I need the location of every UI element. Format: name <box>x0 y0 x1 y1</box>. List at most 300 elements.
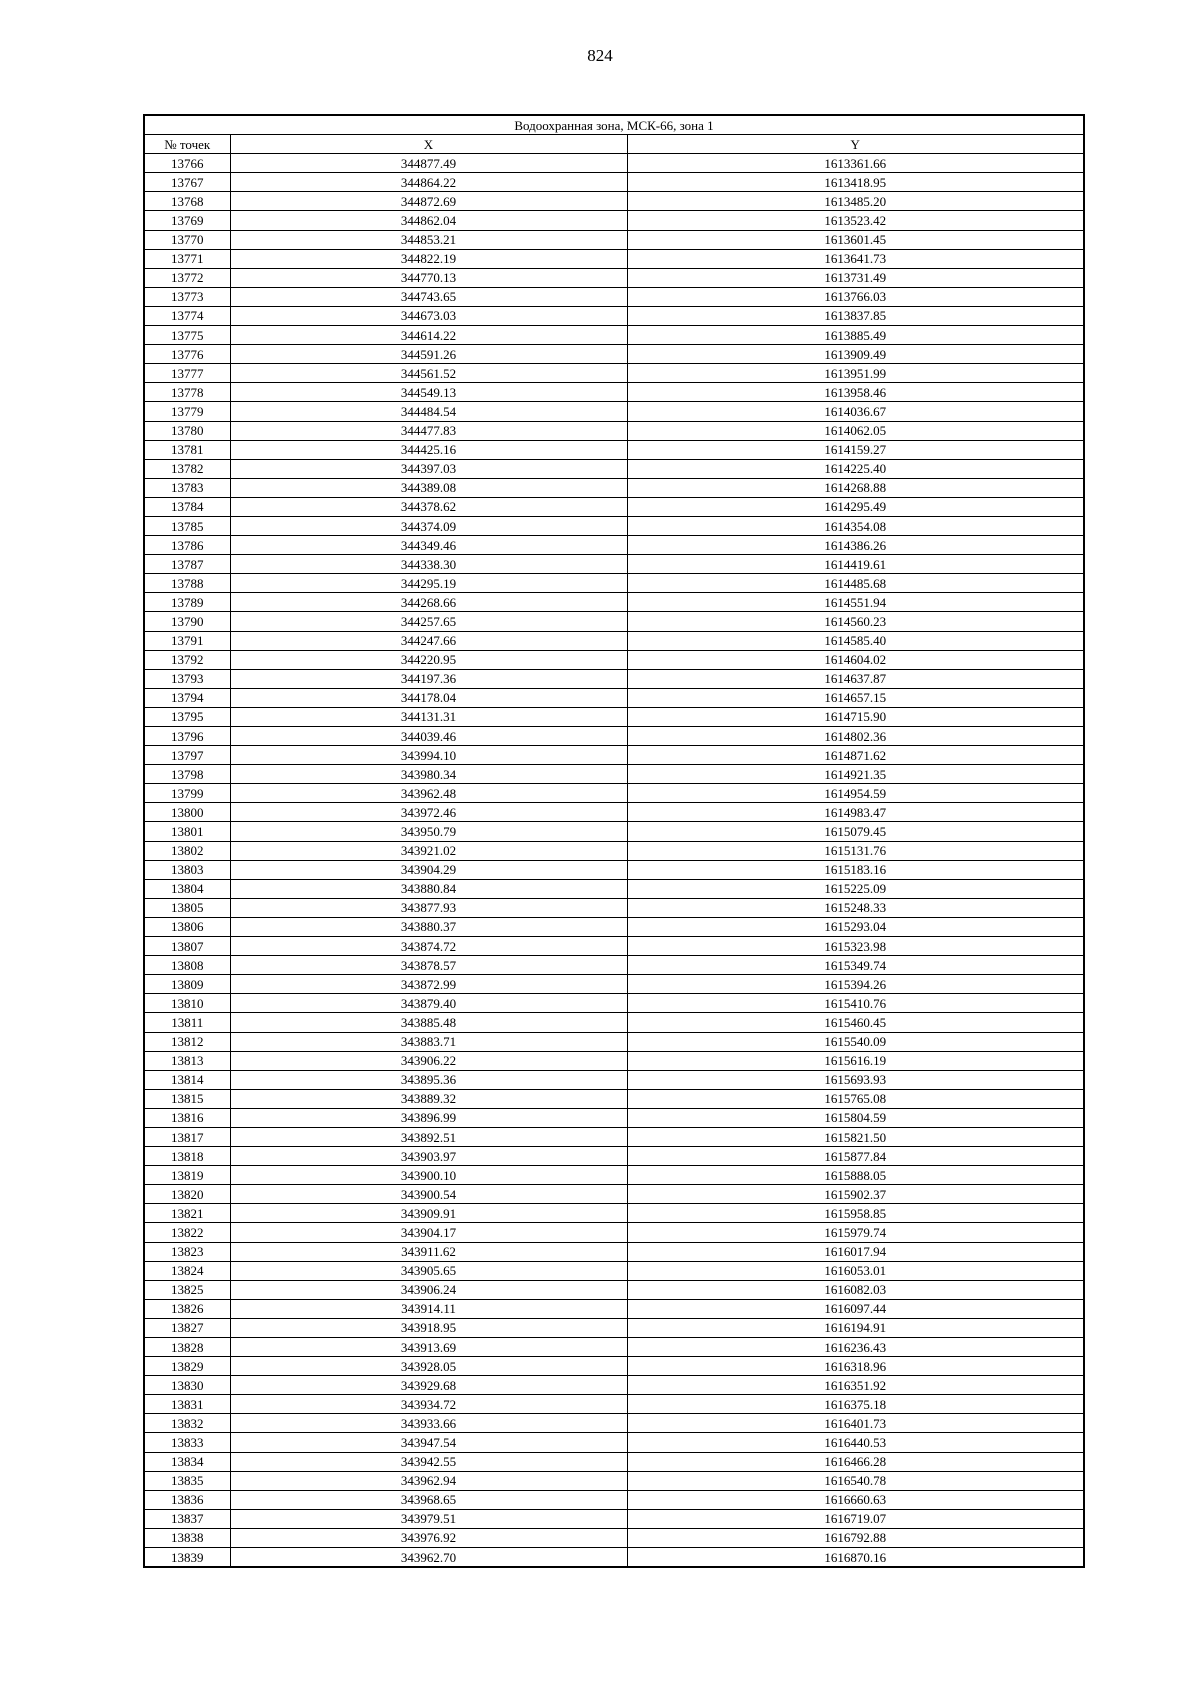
point-number-cell: 13825 <box>144 1280 230 1299</box>
y-coordinate-cell: 1613731.49 <box>627 268 1084 287</box>
x-coordinate-cell: 343929.68 <box>230 1376 627 1395</box>
y-coordinate-cell: 1613951.99 <box>627 364 1084 383</box>
y-coordinate-cell: 1615293.04 <box>627 917 1084 936</box>
x-coordinate-cell: 343906.24 <box>230 1280 627 1299</box>
y-coordinate-cell: 1614295.49 <box>627 497 1084 516</box>
x-coordinate-cell: 344257.65 <box>230 612 627 631</box>
y-coordinate-cell: 1615877.84 <box>627 1147 1084 1166</box>
y-coordinate-cell: 1616792.88 <box>627 1528 1084 1547</box>
table-row <box>144 593 1084 612</box>
table-row <box>144 249 1084 268</box>
x-coordinate-cell: 344197.36 <box>230 669 627 688</box>
point-number-cell: 13782 <box>144 459 230 478</box>
y-coordinate-cell: 1616194.91 <box>627 1318 1084 1337</box>
y-coordinate-cell: 1615804.59 <box>627 1108 1084 1127</box>
y-coordinate-cell: 1614386.26 <box>627 536 1084 555</box>
point-number-cell: 13835 <box>144 1471 230 1490</box>
x-coordinate-cell: 343968.65 <box>230 1490 627 1509</box>
y-coordinate-cell: 1615394.26 <box>627 975 1084 994</box>
point-number-cell: 13803 <box>144 860 230 879</box>
x-coordinate-cell: 343903.97 <box>230 1147 627 1166</box>
x-coordinate-cell: 343905.65 <box>230 1261 627 1280</box>
y-coordinate-cell: 1615693.93 <box>627 1070 1084 1089</box>
point-number-cell: 13802 <box>144 841 230 860</box>
point-number-cell: 13813 <box>144 1051 230 1070</box>
column-header-y: Y <box>627 135 1084 154</box>
point-number-cell: 13786 <box>144 536 230 555</box>
y-coordinate-cell: 1615225.09 <box>627 879 1084 898</box>
point-number-cell: 13832 <box>144 1414 230 1433</box>
point-number-cell: 13770 <box>144 230 230 249</box>
x-coordinate-cell: 344770.13 <box>230 268 627 287</box>
x-coordinate-cell: 343962.48 <box>230 784 627 803</box>
x-coordinate-cell: 343885.48 <box>230 1013 627 1032</box>
column-header-x: X <box>230 135 627 154</box>
table-row <box>144 516 1084 535</box>
x-coordinate-cell: 344484.54 <box>230 402 627 421</box>
y-coordinate-cell: 1616401.73 <box>627 1414 1084 1433</box>
table-row <box>144 1338 1084 1357</box>
point-number-cell: 13772 <box>144 268 230 287</box>
y-coordinate-cell: 1615131.76 <box>627 841 1084 860</box>
x-coordinate-cell: 343896.99 <box>230 1108 627 1127</box>
x-coordinate-cell: 343962.70 <box>230 1548 627 1568</box>
x-coordinate-cell: 344743.65 <box>230 287 627 306</box>
y-coordinate-cell: 1616097.44 <box>627 1299 1084 1318</box>
table-row <box>144 1204 1084 1223</box>
x-coordinate-cell: 343889.32 <box>230 1089 627 1108</box>
x-coordinate-cell: 343900.10 <box>230 1166 627 1185</box>
x-coordinate-cell: 343980.34 <box>230 765 627 784</box>
point-number-cell: 13806 <box>144 917 230 936</box>
point-number-cell: 13766 <box>144 154 230 173</box>
y-coordinate-cell: 1615888.05 <box>627 1166 1084 1185</box>
x-coordinate-cell: 344591.26 <box>230 345 627 364</box>
y-coordinate-cell: 1615183.16 <box>627 860 1084 879</box>
point-number-cell: 13779 <box>144 402 230 421</box>
y-coordinate-cell: 1616236.43 <box>627 1338 1084 1357</box>
table-row <box>144 727 1084 746</box>
y-coordinate-cell: 1616660.63 <box>627 1490 1084 1509</box>
y-coordinate-cell: 1614354.08 <box>627 516 1084 535</box>
x-coordinate-cell: 343911.62 <box>230 1242 627 1261</box>
point-number-cell: 13838 <box>144 1528 230 1547</box>
x-coordinate-cell: 343909.91 <box>230 1204 627 1223</box>
point-number-cell: 13775 <box>144 326 230 345</box>
table-row <box>144 1147 1084 1166</box>
x-coordinate-cell: 343918.95 <box>230 1318 627 1337</box>
y-coordinate-cell: 1614921.35 <box>627 765 1084 784</box>
y-coordinate-cell: 1614604.02 <box>627 650 1084 669</box>
table-row <box>144 650 1084 669</box>
point-number-cell: 13767 <box>144 173 230 192</box>
y-coordinate-cell: 1614802.36 <box>627 727 1084 746</box>
x-coordinate-cell: 343972.46 <box>230 803 627 822</box>
y-coordinate-cell: 1613485.20 <box>627 192 1084 211</box>
x-coordinate-cell: 344268.66 <box>230 593 627 612</box>
column-header-point-number: № точек <box>144 135 230 154</box>
y-coordinate-cell: 1616082.03 <box>627 1280 1084 1299</box>
table-body <box>144 154 1084 1567</box>
x-coordinate-cell: 344178.04 <box>230 688 627 707</box>
y-coordinate-cell: 1615979.74 <box>627 1223 1084 1242</box>
x-coordinate-cell: 344561.52 <box>230 364 627 383</box>
y-coordinate-cell: 1616375.18 <box>627 1395 1084 1414</box>
x-coordinate-cell: 344131.31 <box>230 707 627 726</box>
point-number-cell: 13834 <box>144 1452 230 1471</box>
table-row <box>144 822 1084 841</box>
point-number-cell: 13768 <box>144 192 230 211</box>
table-row <box>144 1433 1084 1452</box>
point-number-cell: 13773 <box>144 287 230 306</box>
point-number-cell: 13799 <box>144 784 230 803</box>
table-row <box>144 173 1084 192</box>
table-row <box>144 994 1084 1013</box>
x-coordinate-cell: 344389.08 <box>230 478 627 497</box>
y-coordinate-cell: 1615540.09 <box>627 1032 1084 1051</box>
point-number-cell: 13776 <box>144 345 230 364</box>
table-row <box>144 1280 1084 1299</box>
y-coordinate-cell: 1616466.28 <box>627 1452 1084 1471</box>
y-coordinate-cell: 1614062.05 <box>627 421 1084 440</box>
table-row <box>144 1185 1084 1204</box>
point-number-cell: 13784 <box>144 497 230 516</box>
point-number-cell: 13830 <box>144 1376 230 1395</box>
x-coordinate-cell: 344853.21 <box>230 230 627 249</box>
table-row <box>144 688 1084 707</box>
y-coordinate-cell: 1614159.27 <box>627 440 1084 459</box>
x-coordinate-cell: 343880.37 <box>230 917 627 936</box>
point-number-cell: 13792 <box>144 650 230 669</box>
point-number-cell: 13821 <box>144 1204 230 1223</box>
x-coordinate-cell: 343921.02 <box>230 841 627 860</box>
point-number-cell: 13781 <box>144 440 230 459</box>
x-coordinate-cell: 344822.19 <box>230 249 627 268</box>
point-number-cell: 13828 <box>144 1338 230 1357</box>
x-coordinate-cell: 344549.13 <box>230 383 627 402</box>
x-coordinate-cell: 344295.19 <box>230 574 627 593</box>
table-row <box>144 898 1084 917</box>
table-row <box>144 536 1084 555</box>
page-number: 824 <box>587 46 613 65</box>
x-coordinate-cell: 344247.66 <box>230 631 627 650</box>
point-number-cell: 13823 <box>144 1242 230 1261</box>
point-number-cell: 13810 <box>144 994 230 1013</box>
x-coordinate-cell: 344397.03 <box>230 459 627 478</box>
y-coordinate-cell: 1615323.98 <box>627 937 1084 956</box>
coordinates-table <box>143 114 1085 1568</box>
x-coordinate-cell: 344872.69 <box>230 192 627 211</box>
y-coordinate-cell: 1614485.68 <box>627 574 1084 593</box>
point-number-cell: 13789 <box>144 593 230 612</box>
table-row <box>144 1299 1084 1318</box>
x-coordinate-cell: 343880.84 <box>230 879 627 898</box>
point-number-cell: 13836 <box>144 1490 230 1509</box>
point-number-cell: 13778 <box>144 383 230 402</box>
point-number-cell: 13777 <box>144 364 230 383</box>
table-row <box>144 1414 1084 1433</box>
table-row <box>144 345 1084 364</box>
table-row <box>144 1051 1084 1070</box>
y-coordinate-cell: 1614560.23 <box>627 612 1084 631</box>
x-coordinate-cell: 343874.72 <box>230 937 627 956</box>
point-number-cell: 13819 <box>144 1166 230 1185</box>
y-coordinate-cell: 1615410.76 <box>627 994 1084 1013</box>
x-coordinate-cell: 344338.30 <box>230 555 627 574</box>
point-number-cell: 13814 <box>144 1070 230 1089</box>
table-row <box>144 1070 1084 1089</box>
y-coordinate-cell: 1616318.96 <box>627 1357 1084 1376</box>
point-number-cell: 13807 <box>144 937 230 956</box>
y-coordinate-cell: 1614225.40 <box>627 459 1084 478</box>
y-coordinate-cell: 1613958.46 <box>627 383 1084 402</box>
y-coordinate-cell: 1615248.33 <box>627 898 1084 917</box>
point-number-cell: 13790 <box>144 612 230 631</box>
point-number-cell: 13804 <box>144 879 230 898</box>
table-header-row <box>144 135 1084 154</box>
x-coordinate-cell: 343904.29 <box>230 860 627 879</box>
x-coordinate-cell: 343928.05 <box>230 1357 627 1376</box>
table-row <box>144 1357 1084 1376</box>
x-coordinate-cell: 343878.57 <box>230 956 627 975</box>
x-coordinate-cell: 343877.93 <box>230 898 627 917</box>
table-row <box>144 746 1084 765</box>
table-row <box>144 1166 1084 1185</box>
y-coordinate-cell: 1616719.07 <box>627 1509 1084 1528</box>
y-coordinate-cell: 1616440.53 <box>627 1433 1084 1452</box>
point-number-cell: 13798 <box>144 765 230 784</box>
x-coordinate-cell: 343934.72 <box>230 1395 627 1414</box>
point-number-cell: 13829 <box>144 1357 230 1376</box>
table-row <box>144 669 1084 688</box>
point-number-cell: 13815 <box>144 1089 230 1108</box>
x-coordinate-cell: 344614.22 <box>230 326 627 345</box>
table-row <box>144 555 1084 574</box>
x-coordinate-cell: 343976.92 <box>230 1528 627 1547</box>
y-coordinate-cell: 1613523.42 <box>627 211 1084 230</box>
point-number-cell: 13787 <box>144 555 230 574</box>
point-number-cell: 13771 <box>144 249 230 268</box>
x-coordinate-cell: 344220.95 <box>230 650 627 669</box>
table-row <box>144 1452 1084 1471</box>
x-coordinate-cell: 343883.71 <box>230 1032 627 1051</box>
x-coordinate-cell: 343933.66 <box>230 1414 627 1433</box>
point-number-cell: 13812 <box>144 1032 230 1051</box>
table-row <box>144 879 1084 898</box>
point-number-cell: 13791 <box>144 631 230 650</box>
y-coordinate-cell: 1614871.62 <box>627 746 1084 765</box>
y-coordinate-cell: 1615349.74 <box>627 956 1084 975</box>
point-number-cell: 13811 <box>144 1013 230 1032</box>
table-row <box>144 937 1084 956</box>
x-coordinate-cell: 344349.46 <box>230 536 627 555</box>
table-row <box>144 1223 1084 1242</box>
y-coordinate-cell: 1616870.16 <box>627 1548 1084 1568</box>
table-row <box>144 1089 1084 1108</box>
table-row <box>144 1261 1084 1280</box>
y-coordinate-cell: 1614657.15 <box>627 688 1084 707</box>
table-row <box>144 574 1084 593</box>
table-row <box>144 211 1084 230</box>
table-title: Водоохранная зона, МСК-66, зона 1 <box>144 115 1084 135</box>
point-number-cell: 13783 <box>144 478 230 497</box>
x-coordinate-cell: 344877.49 <box>230 154 627 173</box>
point-number-cell: 13820 <box>144 1185 230 1204</box>
table-row <box>144 230 1084 249</box>
table-row <box>144 1548 1084 1568</box>
y-coordinate-cell: 1614268.88 <box>627 478 1084 497</box>
table-row <box>144 1013 1084 1032</box>
table-row <box>144 268 1084 287</box>
table-row <box>144 192 1084 211</box>
point-number-cell: 13833 <box>144 1433 230 1452</box>
y-coordinate-cell: 1615616.19 <box>627 1051 1084 1070</box>
table-row <box>144 956 1084 975</box>
x-coordinate-cell: 343914.11 <box>230 1299 627 1318</box>
x-coordinate-cell: 344477.83 <box>230 421 627 440</box>
point-number-cell: 13831 <box>144 1395 230 1414</box>
table-row <box>144 478 1084 497</box>
y-coordinate-cell: 1615821.50 <box>627 1127 1084 1146</box>
point-number-cell: 13785 <box>144 516 230 535</box>
y-coordinate-cell: 1613837.85 <box>627 306 1084 325</box>
point-number-cell: 13839 <box>144 1548 230 1568</box>
x-coordinate-cell: 343900.54 <box>230 1185 627 1204</box>
y-coordinate-cell: 1613641.73 <box>627 249 1084 268</box>
table-row <box>144 975 1084 994</box>
x-coordinate-cell: 343950.79 <box>230 822 627 841</box>
table-row <box>144 1376 1084 1395</box>
y-coordinate-cell: 1615460.45 <box>627 1013 1084 1032</box>
y-coordinate-cell: 1616351.92 <box>627 1376 1084 1395</box>
y-coordinate-cell: 1614419.61 <box>627 555 1084 574</box>
point-number-cell: 13805 <box>144 898 230 917</box>
point-number-cell: 13769 <box>144 211 230 230</box>
point-number-cell: 13827 <box>144 1318 230 1337</box>
table-row <box>144 402 1084 421</box>
table-row <box>144 707 1084 726</box>
point-number-cell: 13795 <box>144 707 230 726</box>
x-coordinate-cell: 344425.16 <box>230 440 627 459</box>
table-row <box>144 784 1084 803</box>
y-coordinate-cell: 1614551.94 <box>627 593 1084 612</box>
table-row <box>144 1509 1084 1528</box>
y-coordinate-cell: 1614983.47 <box>627 803 1084 822</box>
x-coordinate-cell: 344378.62 <box>230 497 627 516</box>
table-row <box>144 154 1084 173</box>
x-coordinate-cell: 343872.99 <box>230 975 627 994</box>
table-row <box>144 765 1084 784</box>
table-row <box>144 1127 1084 1146</box>
table-row <box>144 631 1084 650</box>
y-coordinate-cell: 1615079.45 <box>627 822 1084 841</box>
point-number-cell: 13797 <box>144 746 230 765</box>
table-row <box>144 497 1084 516</box>
table-row <box>144 459 1084 478</box>
y-coordinate-cell: 1616053.01 <box>627 1261 1084 1280</box>
point-number-cell: 13826 <box>144 1299 230 1318</box>
table-row <box>144 306 1084 325</box>
x-coordinate-cell: 343913.69 <box>230 1338 627 1357</box>
point-number-cell: 13816 <box>144 1108 230 1127</box>
table-row <box>144 364 1084 383</box>
x-coordinate-cell: 344374.09 <box>230 516 627 535</box>
x-coordinate-cell: 343906.22 <box>230 1051 627 1070</box>
table-row <box>144 326 1084 345</box>
table-row <box>144 421 1084 440</box>
table-row <box>144 860 1084 879</box>
table-row <box>144 1318 1084 1337</box>
y-coordinate-cell: 1614954.59 <box>627 784 1084 803</box>
point-number-cell: 13809 <box>144 975 230 994</box>
table-row <box>144 1528 1084 1547</box>
table-row <box>144 287 1084 306</box>
y-coordinate-cell: 1614637.87 <box>627 669 1084 688</box>
x-coordinate-cell: 343904.17 <box>230 1223 627 1242</box>
table-row <box>144 1108 1084 1127</box>
y-coordinate-cell: 1613909.49 <box>627 345 1084 364</box>
point-number-cell: 13780 <box>144 421 230 440</box>
table-row <box>144 1395 1084 1414</box>
point-number-cell: 13801 <box>144 822 230 841</box>
point-number-cell: 13817 <box>144 1127 230 1146</box>
y-coordinate-cell: 1613361.66 <box>627 154 1084 173</box>
point-number-cell: 13824 <box>144 1261 230 1280</box>
point-number-cell: 13837 <box>144 1509 230 1528</box>
table-row <box>144 1242 1084 1261</box>
point-number-cell: 13793 <box>144 669 230 688</box>
table-row <box>144 383 1084 402</box>
table-row <box>144 1032 1084 1051</box>
y-coordinate-cell: 1614036.67 <box>627 402 1084 421</box>
x-coordinate-cell: 344864.22 <box>230 173 627 192</box>
table-row <box>144 612 1084 631</box>
x-coordinate-cell: 343895.36 <box>230 1070 627 1089</box>
y-coordinate-cell: 1616540.78 <box>627 1471 1084 1490</box>
point-number-cell: 13818 <box>144 1147 230 1166</box>
x-coordinate-cell: 343942.55 <box>230 1452 627 1471</box>
table-row <box>144 917 1084 936</box>
x-coordinate-cell: 344673.03 <box>230 306 627 325</box>
table-row <box>144 440 1084 459</box>
x-coordinate-cell: 343947.54 <box>230 1433 627 1452</box>
y-coordinate-cell: 1613601.45 <box>627 230 1084 249</box>
y-coordinate-cell: 1615902.37 <box>627 1185 1084 1204</box>
table-row <box>144 841 1084 860</box>
x-coordinate-cell: 343979.51 <box>230 1509 627 1528</box>
y-coordinate-cell: 1616017.94 <box>627 1242 1084 1261</box>
x-coordinate-cell: 343879.40 <box>230 994 627 1013</box>
point-number-cell: 13788 <box>144 574 230 593</box>
point-number-cell: 13800 <box>144 803 230 822</box>
point-number-cell: 13822 <box>144 1223 230 1242</box>
point-number-cell: 13796 <box>144 727 230 746</box>
y-coordinate-cell: 1614585.40 <box>627 631 1084 650</box>
table-row <box>144 1471 1084 1490</box>
point-number-cell: 13808 <box>144 956 230 975</box>
y-coordinate-cell: 1613418.95 <box>627 173 1084 192</box>
y-coordinate-cell: 1615765.08 <box>627 1089 1084 1108</box>
table-row <box>144 1490 1084 1509</box>
x-coordinate-cell: 344039.46 <box>230 727 627 746</box>
x-coordinate-cell: 343962.94 <box>230 1471 627 1490</box>
y-coordinate-cell: 1614715.90 <box>627 707 1084 726</box>
x-coordinate-cell: 343994.10 <box>230 746 627 765</box>
y-coordinate-cell: 1613766.03 <box>627 287 1084 306</box>
table-row <box>144 803 1084 822</box>
x-coordinate-cell: 344862.04 <box>230 211 627 230</box>
x-coordinate-cell: 343892.51 <box>230 1127 627 1146</box>
